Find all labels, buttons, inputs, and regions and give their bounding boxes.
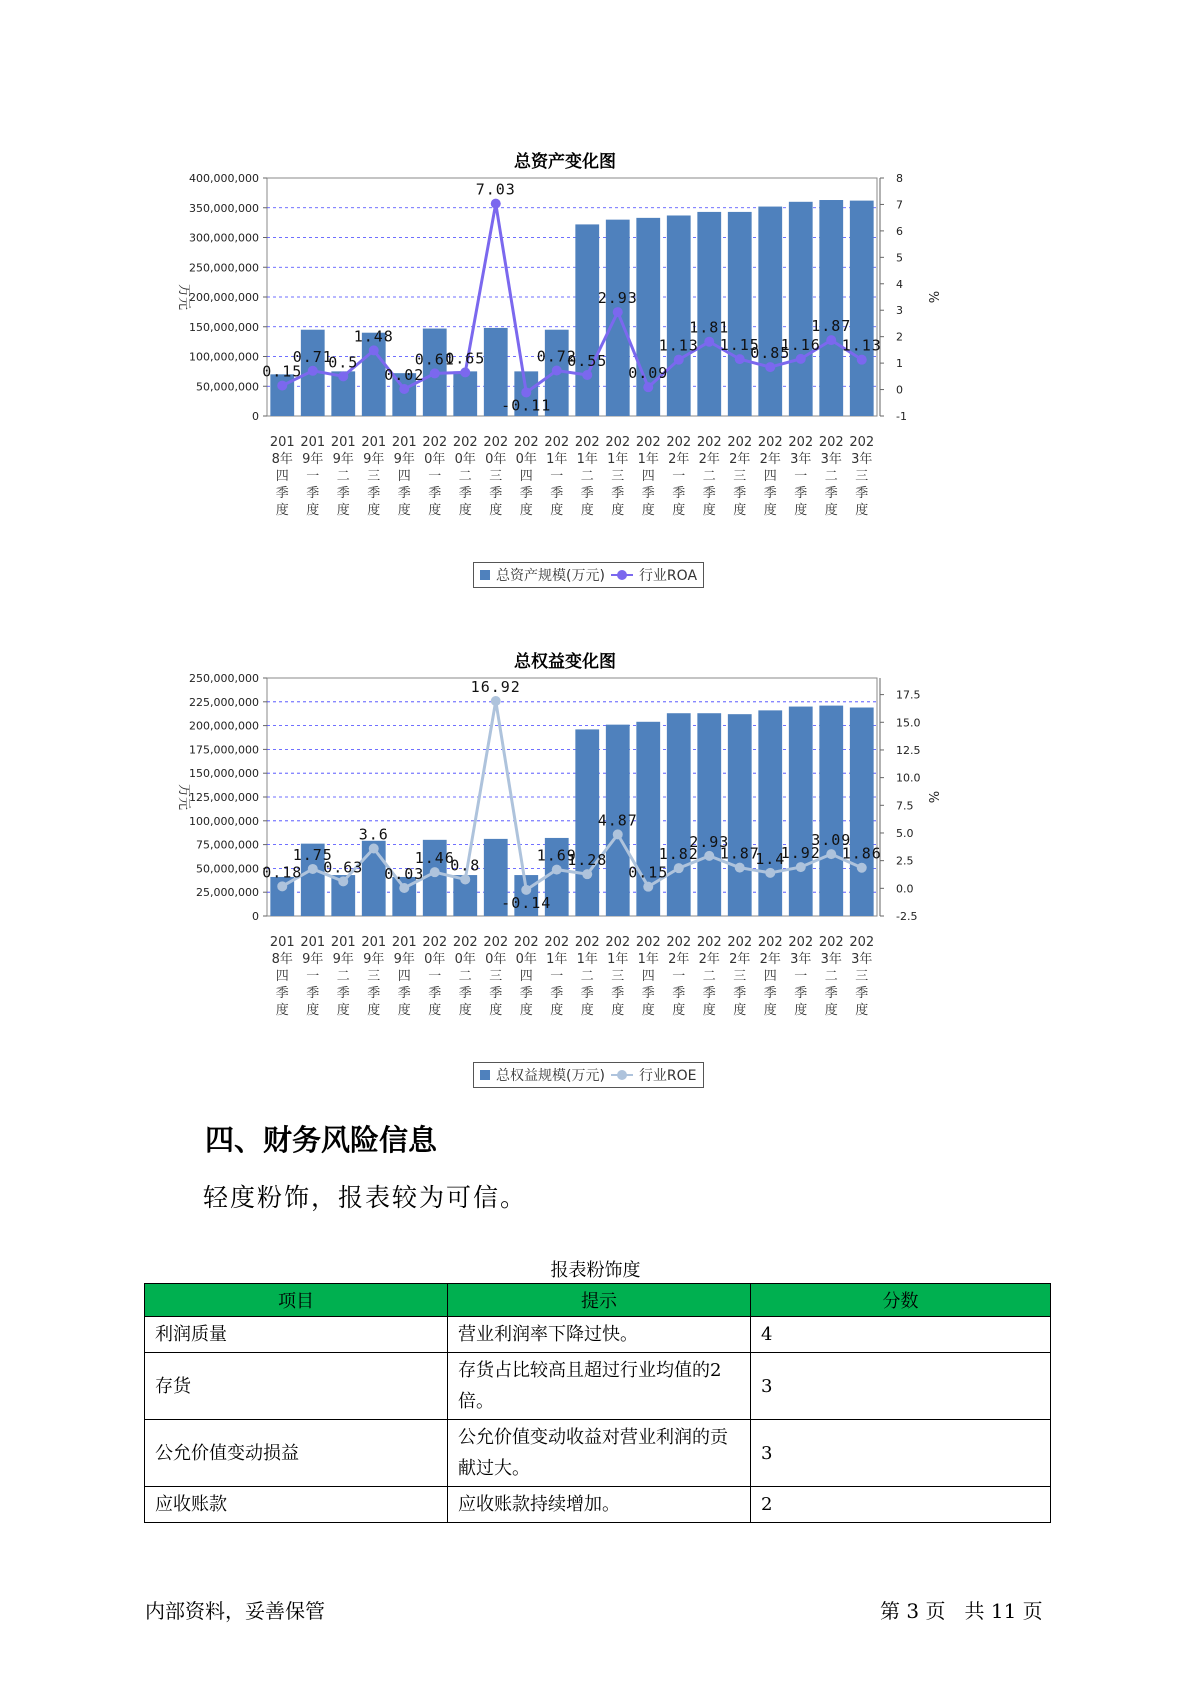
x-tick-label: 202 3年二季度 <box>818 435 844 518</box>
data-label: 0.18 <box>262 863 303 882</box>
data-label: 1.82 <box>658 845 699 864</box>
data-label: 1.48 <box>353 327 394 346</box>
table-row <box>145 1420 1051 1487</box>
line-point <box>430 867 440 877</box>
bar <box>789 707 813 916</box>
data-label: 3.6 <box>358 825 389 844</box>
bar <box>728 212 752 416</box>
x-tick-label: 202 1年一季度 <box>544 435 570 518</box>
data-label: 0.02 <box>384 366 425 385</box>
line-point <box>430 368 440 378</box>
chart-legend <box>473 562 704 588</box>
line-point <box>277 881 287 891</box>
data-label: 0.55 <box>567 352 608 371</box>
line-point <box>460 367 470 377</box>
line-point <box>735 863 745 873</box>
x-tick-label: 202 0年一季度 <box>422 935 448 1018</box>
legend-line-label: 行业ROE <box>638 1068 697 1084</box>
bar-swatch <box>480 570 490 580</box>
line-swatch <box>611 1074 633 1076</box>
data-label: 0.72 <box>536 347 577 366</box>
y-tick-label: 50,000,000 <box>196 862 259 876</box>
legend-line-label: 行业ROA <box>638 568 698 584</box>
y-tick-label: 400,000,000 <box>189 172 259 185</box>
bar <box>575 729 599 916</box>
y2-tick-label: 1 <box>896 357 903 371</box>
y-tick-label: 75,000,000 <box>196 838 259 852</box>
bar <box>819 706 843 916</box>
y-tick-label: 100,000,000 <box>189 814 259 828</box>
line-point <box>460 874 470 884</box>
y-tick-label: 250,000,000 <box>189 261 259 275</box>
data-label: 1.86 <box>841 844 882 863</box>
x-tick-label: 201 9年一季度 <box>300 435 326 518</box>
data-label: 0.15 <box>628 863 669 882</box>
y2-tick-label: 10.0 <box>896 771 921 785</box>
y-tick-label: 200,000,000 <box>189 291 259 304</box>
row-hint: 营业利润率下降过快。 <box>448 1317 751 1353</box>
bar <box>728 714 752 916</box>
table-row <box>145 1353 1051 1420</box>
y-tick-label: 150,000,000 <box>189 320 259 334</box>
x-tick-label: 202 2年二季度 <box>696 935 722 1018</box>
row-score: 4 <box>751 1317 1051 1353</box>
x-tick-label: 202 2年一季度 <box>666 435 692 518</box>
line-point <box>826 849 836 859</box>
line-point <box>308 864 318 874</box>
data-label: 2.93 <box>597 289 638 308</box>
line-point <box>765 362 775 372</box>
bar <box>667 713 691 916</box>
line-point <box>277 381 287 391</box>
y2-tick-label: -1 <box>896 410 907 423</box>
line-swatch <box>611 574 633 576</box>
data-label: 1.92 <box>780 844 821 863</box>
x-tick-label: 202 2年四季度 <box>757 935 783 1018</box>
data-label: -0.14 <box>501 893 552 912</box>
data-label: 0.65 <box>445 349 486 368</box>
row-score: 3 <box>751 1420 1051 1487</box>
y2-tick-label: 7 <box>896 198 903 212</box>
bar <box>758 207 782 416</box>
y-tick-label: 225,000,000 <box>189 695 259 709</box>
y2-axis-title: % <box>925 290 940 304</box>
x-tick-label: 201 9年二季度 <box>330 935 356 1018</box>
line-point <box>674 355 684 365</box>
data-label: 1.13 <box>841 336 882 355</box>
table-header-row <box>145 1284 1051 1317</box>
y-axis-title: 万元 <box>176 283 191 311</box>
x-tick-label: 202 1年四季度 <box>635 935 661 1018</box>
chart-title: 总权益变化图 <box>514 652 616 672</box>
line-point <box>552 366 562 376</box>
x-tick-label: 201 9年二季度 <box>330 435 356 518</box>
line-point <box>369 843 379 853</box>
y-tick-label: 250,000,000 <box>189 672 259 685</box>
data-label: -0.11 <box>501 396 552 415</box>
y2-tick-label: 17.5 <box>896 688 921 702</box>
data-label: 1.13 <box>658 336 699 355</box>
y-tick-label: 125,000,000 <box>189 791 259 804</box>
data-label: 4.87 <box>597 811 638 830</box>
footer-confidential: 内部资料，妥善保管 <box>145 1599 325 1623</box>
y-tick-label: 0 <box>252 410 259 423</box>
line-point <box>338 371 348 381</box>
row-item: 利润质量 <box>145 1317 448 1353</box>
data-label: 2.93 <box>689 832 730 851</box>
x-tick-label: 202 2年三季度 <box>727 935 753 1018</box>
line-point <box>826 335 836 345</box>
y2-tick-label: 0 <box>896 383 903 397</box>
data-label: 0.85 <box>750 344 791 363</box>
row-item: 公允价值变动损益 <box>145 1420 448 1487</box>
data-label: 0.09 <box>628 364 669 383</box>
bar <box>667 215 691 416</box>
line-point <box>491 696 501 706</box>
data-label: 1.75 <box>292 845 333 864</box>
line-point <box>582 370 592 380</box>
y-tick-label: 350,000,000 <box>189 201 259 215</box>
bar <box>697 713 721 916</box>
x-tick-label: 201 8年四季度 <box>269 435 295 518</box>
line-point <box>582 869 592 879</box>
x-tick-label: 202 1年三季度 <box>605 435 631 518</box>
header-hint: 提示 <box>448 1284 751 1317</box>
y-tick-label: 100,000,000 <box>189 350 259 364</box>
data-label: 1.87 <box>811 317 852 336</box>
bar <box>758 710 782 916</box>
bar <box>453 371 477 416</box>
table-row <box>145 1487 1051 1523</box>
x-tick-label: 202 3年一季度 <box>788 435 814 518</box>
x-tick-label: 202 0年三季度 <box>483 935 509 1018</box>
legend-bar-label: 总资产规模(万元) <box>496 568 605 584</box>
y2-tick-label: 12.5 <box>896 743 921 757</box>
chart-legend <box>473 1062 704 1088</box>
bar <box>575 224 599 416</box>
data-label: 1.81 <box>689 318 730 337</box>
bar <box>697 212 721 416</box>
x-tick-label: 202 3年二季度 <box>818 935 844 1018</box>
x-tick-label: 202 2年一季度 <box>666 935 692 1018</box>
line-point <box>765 868 775 878</box>
table-caption: 报表粉饰度 <box>550 1260 641 1281</box>
chart-title: 总资产变化图 <box>514 152 616 172</box>
data-label: 0.15 <box>262 362 303 381</box>
y2-tick-label: 4 <box>896 277 903 291</box>
data-label: 1.4 <box>755 849 786 868</box>
y2-tick-label: -2.5 <box>896 910 918 923</box>
row-hint: 公允价值变动收益对营业利润的贡献过大。 <box>448 1420 751 1487</box>
bar <box>789 202 813 416</box>
line-point <box>857 863 867 873</box>
bar <box>819 200 843 416</box>
x-tick-label: 202 2年三季度 <box>727 435 753 518</box>
data-label: 0.03 <box>384 864 425 883</box>
y2-axis-title: % <box>925 790 940 804</box>
data-label: 3.09 <box>811 831 852 850</box>
x-tick-label: 201 9年三季度 <box>361 935 387 1018</box>
y-tick-label: 0 <box>252 910 259 923</box>
x-tick-label: 202 1年二季度 <box>574 935 600 1018</box>
x-tick-label: 202 3年一季度 <box>788 935 814 1018</box>
x-tick-label: 202 1年四季度 <box>635 435 661 518</box>
data-label: 1.87 <box>719 844 760 863</box>
y-tick-label: 200,000,000 <box>189 719 259 733</box>
x-tick-label: 202 0年三季度 <box>483 435 509 518</box>
y2-tick-label: 7.5 <box>896 799 914 813</box>
y-tick-label: 175,000,000 <box>189 743 259 757</box>
x-tick-label: 202 0年四季度 <box>513 935 539 1018</box>
bar <box>850 708 874 916</box>
header-score: 分数 <box>751 1284 1051 1317</box>
y2-tick-label: 2 <box>896 330 903 344</box>
y2-tick-label: 3 <box>896 304 903 318</box>
y-tick-label: 25,000,000 <box>196 886 259 900</box>
data-label: 1.69 <box>536 846 577 865</box>
row-score: 2 <box>751 1487 1051 1523</box>
x-tick-label: 202 0年一季度 <box>422 435 448 518</box>
data-label: 1.16 <box>780 335 821 354</box>
data-label: 1.15 <box>719 336 760 355</box>
line-point <box>857 355 867 365</box>
line-point <box>338 876 348 886</box>
y2-tick-label: 2.5 <box>896 854 914 868</box>
row-item: 应收账款 <box>145 1487 448 1523</box>
y2-tick-label: 8 <box>896 172 903 185</box>
x-tick-label: 202 0年二季度 <box>452 435 478 518</box>
data-label: 0.71 <box>292 347 333 366</box>
line-point <box>796 862 806 872</box>
x-tick-label: 202 1年一季度 <box>544 935 570 1018</box>
line-point <box>704 337 714 347</box>
line-point <box>613 307 623 317</box>
x-tick-label: 201 9年一季度 <box>300 935 326 1018</box>
section-summary: 轻度粉饰，报表较为可信。 <box>203 1183 528 1212</box>
assets-chart <box>170 140 960 600</box>
y-tick-label: 150,000,000 <box>189 767 259 781</box>
risk-table <box>144 1283 1051 1523</box>
row-hint: 应收账款持续增加。 <box>448 1487 751 1523</box>
footer-page-number: 第 3 页 共 11 页 <box>880 1599 1043 1623</box>
equity-chart <box>170 640 960 1100</box>
data-label: 0.5 <box>328 353 359 372</box>
data-label: 0.61 <box>414 350 455 369</box>
x-tick-label: 202 3年三季度 <box>849 435 875 518</box>
table-row <box>145 1317 1051 1353</box>
x-tick-label: 201 9年三季度 <box>361 435 387 518</box>
y2-tick-label: 0.0 <box>896 882 914 896</box>
bar <box>850 201 874 416</box>
line-point <box>735 354 745 364</box>
line-point <box>552 865 562 875</box>
bar-swatch <box>480 1070 490 1080</box>
bar <box>606 220 630 416</box>
equity-chart-svg <box>170 672 960 1092</box>
data-label: 16.92 <box>470 678 521 697</box>
data-label: 1.28 <box>567 851 608 870</box>
line-point <box>308 366 318 376</box>
y-tick-label: 50,000,000 <box>196 380 259 394</box>
y2-tick-label: 6 <box>896 224 903 238</box>
x-tick-label: 201 9年四季度 <box>391 935 417 1018</box>
y-tick-label: 300,000,000 <box>189 231 259 245</box>
line-point <box>491 199 501 209</box>
x-tick-label: 202 2年二季度 <box>696 435 722 518</box>
line-point <box>399 384 409 394</box>
y-axis-title: 万元 <box>176 783 191 811</box>
y2-tick-label: 5 <box>896 251 903 265</box>
x-tick-label: 202 1年三季度 <box>605 935 631 1018</box>
x-tick-label: 202 3年三季度 <box>849 935 875 1018</box>
line-point <box>704 851 714 861</box>
x-tick-label: 202 0年四季度 <box>513 435 539 518</box>
line-point <box>643 882 653 892</box>
data-label: 7.03 <box>475 180 516 199</box>
x-tick-label: 202 1年二季度 <box>574 435 600 518</box>
x-tick-label: 202 2年四季度 <box>757 435 783 518</box>
row-score: 3 <box>751 1353 1051 1420</box>
y2-tick-label: 15.0 <box>896 716 921 730</box>
data-label: 1.46 <box>414 849 455 868</box>
data-label: 0.8 <box>450 856 481 875</box>
assets-chart-svg <box>170 172 960 592</box>
row-item: 存货 <box>145 1353 448 1420</box>
line-point <box>796 354 806 364</box>
line-point <box>399 883 409 893</box>
header-item: 项目 <box>145 1284 448 1317</box>
section-heading: 四、财务风险信息 <box>205 1123 438 1157</box>
legend-bar-label: 总权益规模(万元) <box>496 1068 605 1084</box>
line-point <box>369 345 379 355</box>
x-tick-label: 201 9年四季度 <box>391 435 417 518</box>
line-point <box>674 863 684 873</box>
row-hint: 存货占比较高且超过行业均值的2倍。 <box>448 1353 751 1420</box>
line-point <box>643 382 653 392</box>
y2-tick-label: 5.0 <box>896 826 914 840</box>
x-tick-label: 202 0年二季度 <box>452 935 478 1018</box>
data-label: 0.63 <box>323 858 364 877</box>
line-point <box>613 829 623 839</box>
x-tick-label: 201 8年四季度 <box>269 935 295 1018</box>
